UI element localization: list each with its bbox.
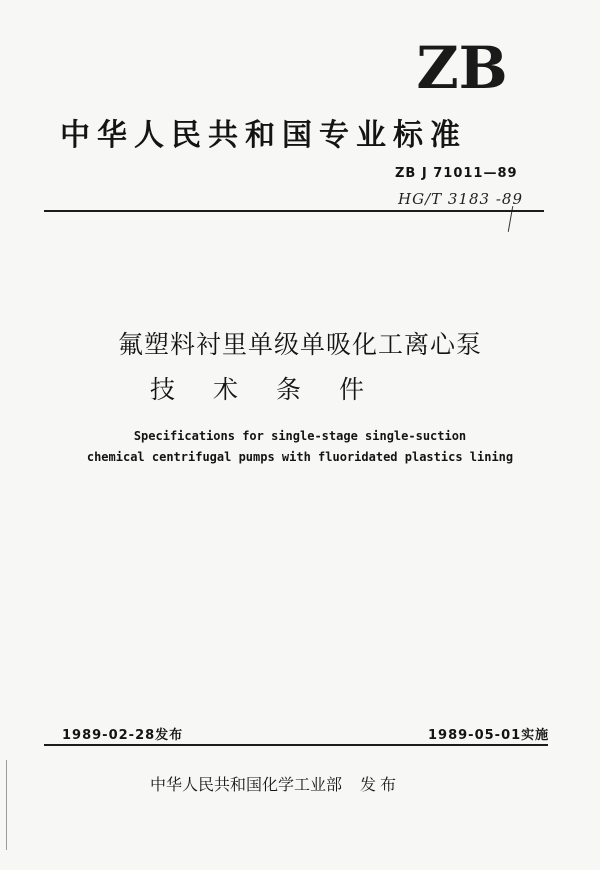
- publisher-name: 中华人民共和国化学工业部: [150, 775, 343, 794]
- english-title-line-2: chemical centrifugal pumps with fluoridated plastics lining: [86, 450, 514, 464]
- standard-number: ZB J 71011—89: [395, 166, 518, 181]
- issue-date: 1989-02-28发布: [62, 728, 184, 743]
- top-divider: [44, 210, 544, 212]
- standard-category-title: 中华人民共和国专业标准: [60, 118, 467, 153]
- publisher: [150, 772, 400, 795]
- bottom-divider: [44, 744, 548, 746]
- english-title-line-1: Specifications for single-stage single-suction: [133, 429, 467, 443]
- effective-date: 1989-05-01实施: [428, 728, 550, 743]
- logo-text: ZB: [416, 36, 508, 94]
- document-subtitle: 技术条件: [150, 375, 403, 404]
- english-title: [60, 426, 540, 468]
- document-title: 氟塑料衬里单级单吸化工离心泵: [117, 330, 482, 359]
- scan-edge-line: [6, 760, 7, 850]
- zb-logo: [404, 36, 520, 94]
- publisher-action: 发布: [360, 775, 401, 794]
- handwritten-standard-number: HG/T 3183 -89: [398, 190, 523, 208]
